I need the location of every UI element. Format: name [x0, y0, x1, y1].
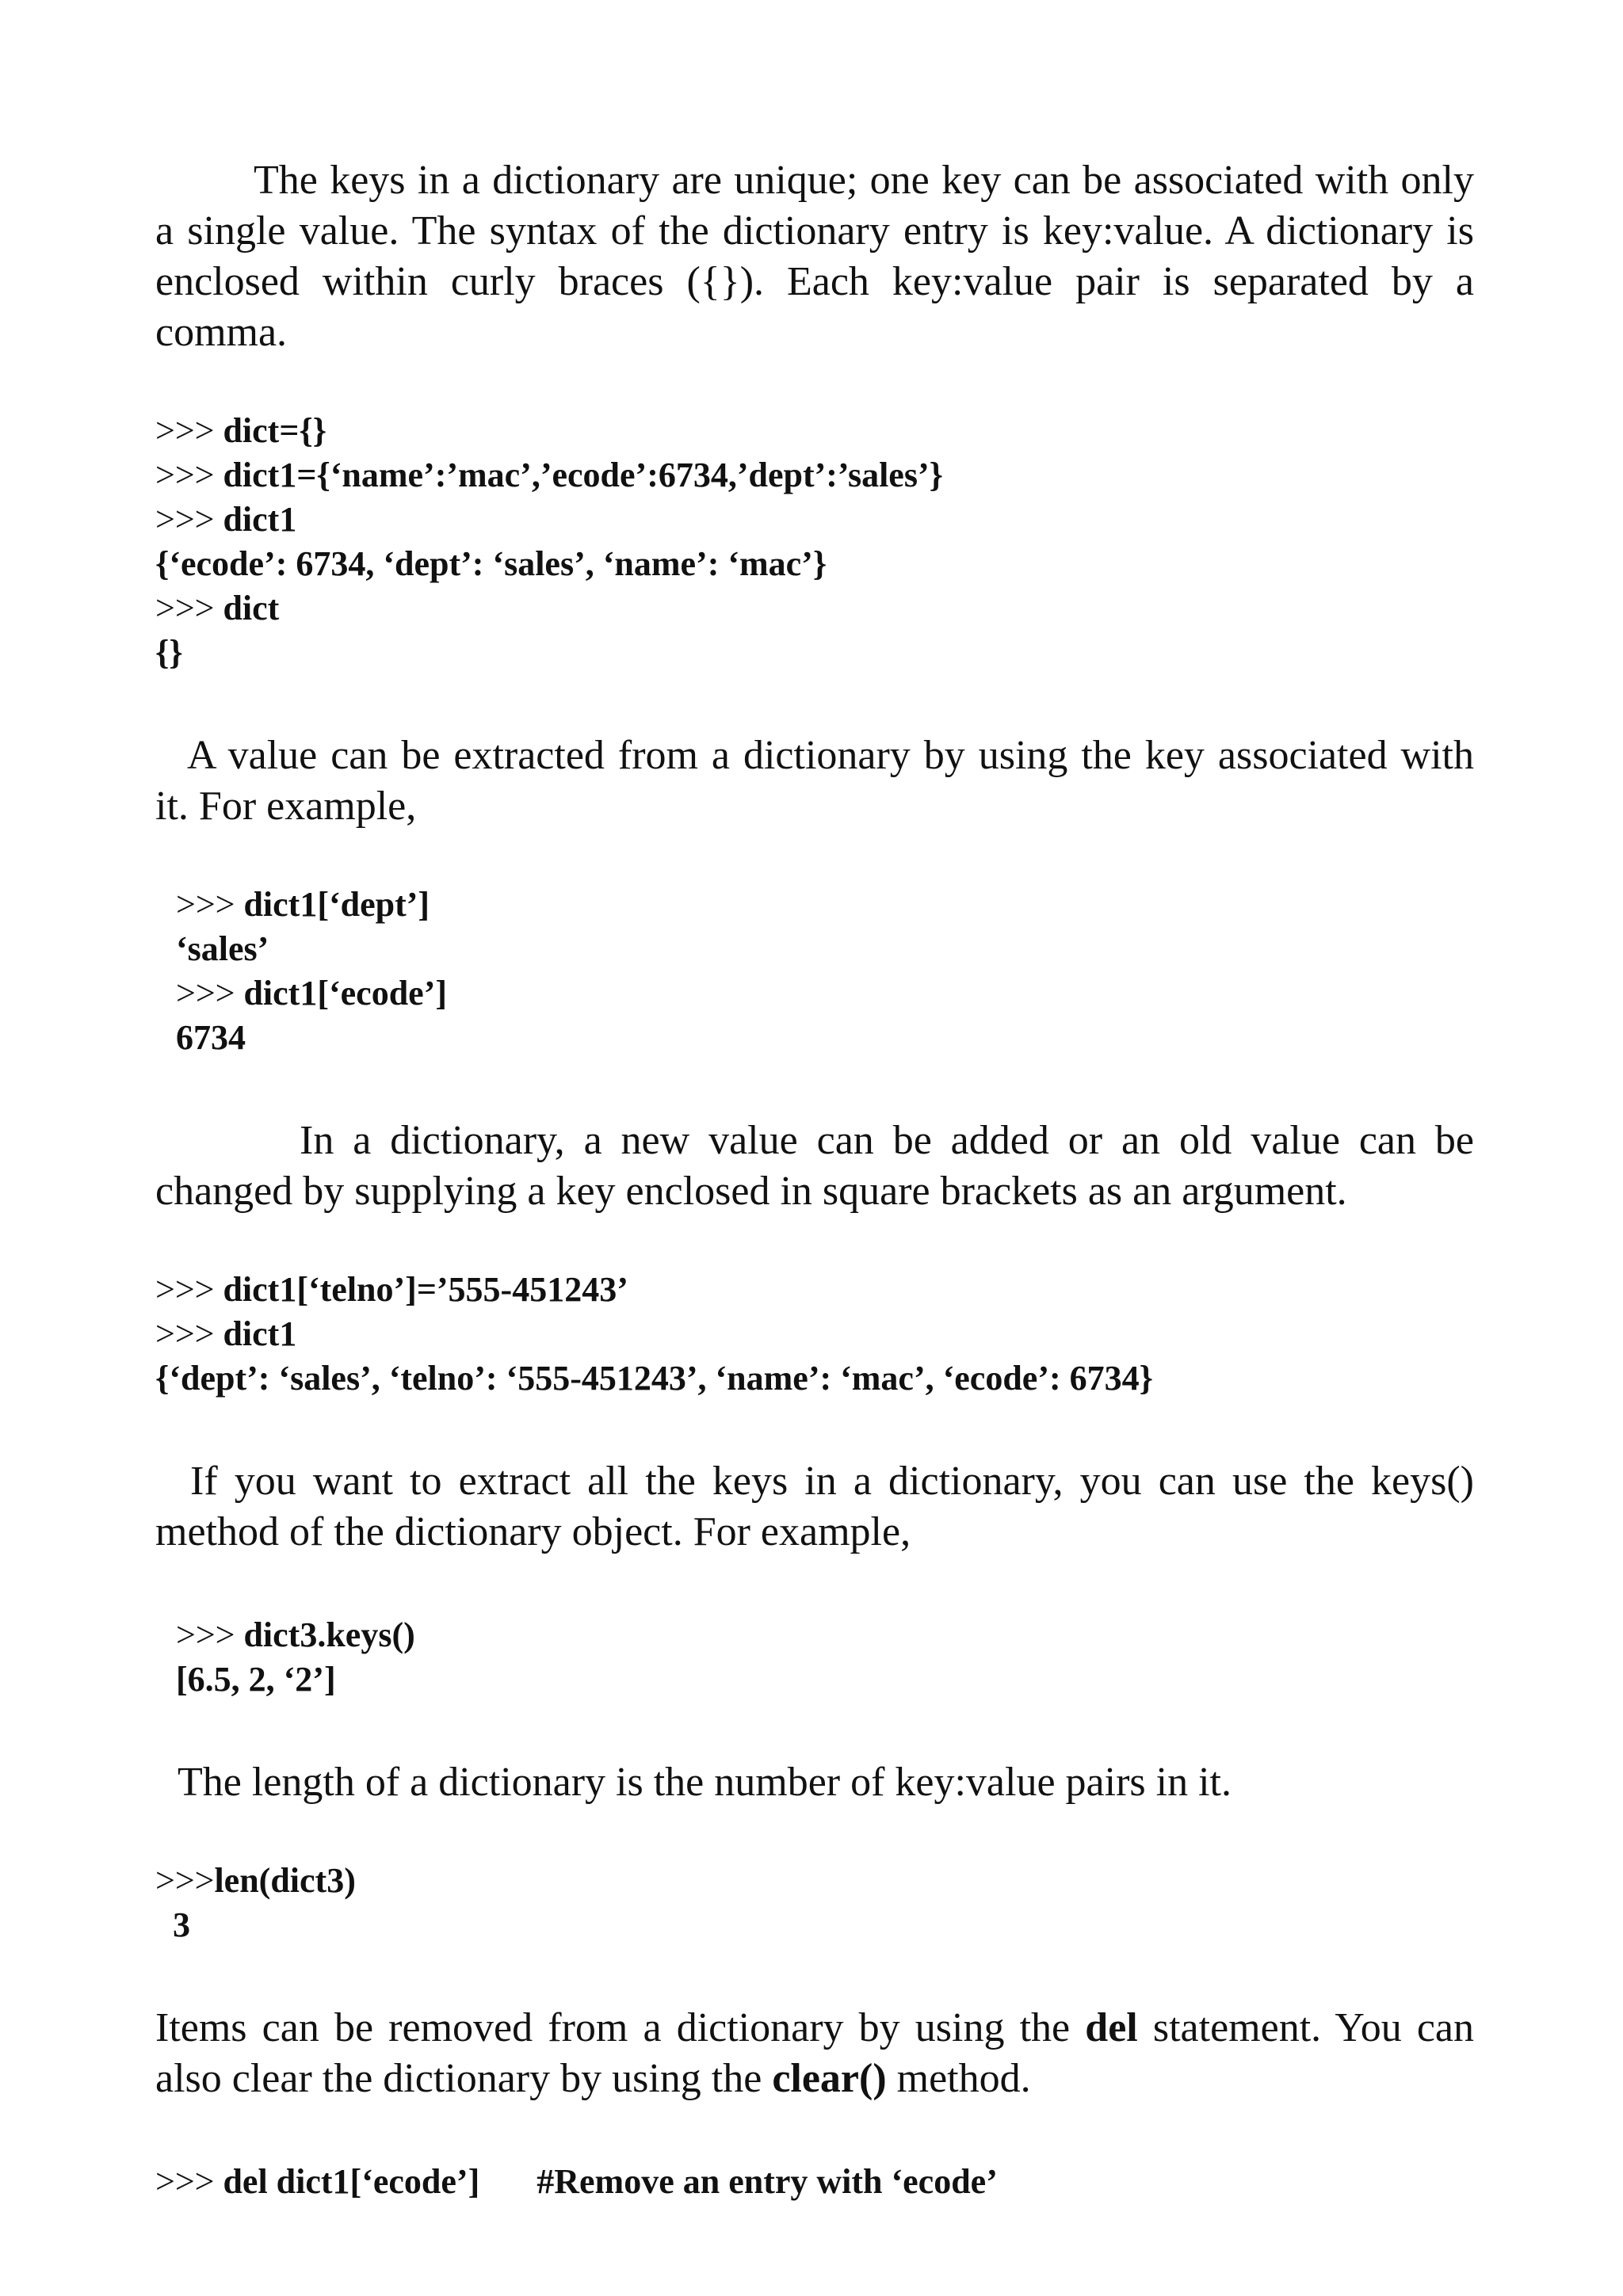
code-block-keys	[155, 1613, 1474, 1702]
code-block-del	[155, 2160, 1474, 2204]
text-run: method.	[886, 2056, 1031, 2101]
paragraph-keys-method: If you want to extract all the keys in a dictionary, you can use the keys() method of the dictionary object. For example,	[155, 1459, 1474, 1554]
paragraph-length: The length of a dictionary is the number of key:value pairs in it.	[178, 1760, 1232, 1805]
code-prompt: >>>	[155, 2162, 223, 2201]
code-prompt: >>>	[155, 589, 223, 627]
code-command: dict={}	[223, 411, 327, 450]
code-line	[155, 2160, 1474, 2204]
code-command: dict1[‘telno’]=’555-451243’	[223, 1270, 628, 1309]
code-prompt: >>>	[155, 1270, 223, 1309]
code-comment: #Remove an entry with ‘ecode’	[537, 2162, 998, 2201]
code-line	[155, 1613, 1474, 1657]
code-line	[155, 409, 1474, 453]
paragraph-add-change-value: In a dictionary, a new value can be added or an old value can be changed by supplying a key enclosed in square brackets as an argument.	[155, 1118, 1474, 1214]
document-page	[155, 155, 1474, 2204]
code-command: dict1	[223, 500, 297, 539]
code-command: dict1	[223, 1314, 297, 1353]
paragraph-dictionary-keys: The keys in a dictionary are unique; one key can be associated with only a single value. The syntax of the dictionary entry is key:value. A dictionary is enclosed within curly braces ({}). Each key:value pair is separated by a comma.	[155, 158, 1474, 355]
paragraph-remove-items	[155, 2003, 1474, 2104]
code-output: {‘ecode’: 6734, ‘dept’: ‘sales’, ‘name’: ‘mac’}	[155, 544, 827, 583]
keyword-del: del	[1085, 2005, 1138, 2050]
code-prompt: >>>	[176, 974, 244, 1013]
code-block-add-value	[155, 1268, 1474, 1401]
code-line	[155, 971, 1474, 1016]
code-command: dict1[‘dept’]	[243, 885, 430, 924]
code-output: [6.5, 2, ‘2’]	[176, 1660, 336, 1699]
code-command: dict3.keys()	[243, 1615, 415, 1654]
code-output: 3	[155, 1905, 190, 1944]
code-prompt: >>>	[176, 885, 244, 924]
code-block-extract-value	[155, 883, 1474, 1060]
code-line	[155, 883, 1474, 927]
code-line	[155, 586, 1474, 631]
code-command: dict1={‘name’:’mac’,’ecode’:6734,’dept’:’sales’}	[223, 456, 943, 494]
keyword-clear: clear()	[772, 2056, 887, 2101]
code-line	[155, 1312, 1474, 1356]
paragraph-extract-value: A value can be extracted from a dictionary by using the key associated with it. For example,	[155, 733, 1474, 829]
code-line	[155, 1859, 1474, 1903]
code-output: {‘dept’: ‘sales’, ‘telno’: ‘555-451243’, ‘name’: ‘mac’, ‘ecode’: 6734}	[155, 1359, 1153, 1398]
code-line	[155, 498, 1474, 542]
code-output: ‘sales’	[176, 929, 269, 968]
code-command: dict	[223, 589, 280, 627]
text-run: Items can be removed from a dictionary by using the	[155, 2005, 1086, 2050]
code-block-len	[155, 1859, 1474, 1947]
code-prompt: >>>	[155, 456, 223, 494]
code-line	[155, 453, 1474, 498]
text-run: statement. You can also clear the dictionary by using the	[155, 2005, 1474, 2101]
code-output: {}	[155, 633, 183, 672]
code-command: dict1[‘ecode’]	[243, 974, 447, 1013]
code-prompt: >>>	[155, 1861, 215, 1900]
code-prompt: >>>	[155, 500, 223, 539]
code-output: 6734	[176, 1018, 246, 1057]
code-command: len(dict3)	[214, 1861, 356, 1900]
code-prompt: >>>	[155, 1314, 223, 1353]
code-prompt: >>>	[155, 411, 223, 450]
code-command: del dict1[‘ecode’]	[223, 2162, 480, 2201]
code-block-create-dict	[155, 409, 1474, 675]
code-line	[155, 1268, 1474, 1312]
code-prompt: >>>	[176, 1615, 244, 1654]
